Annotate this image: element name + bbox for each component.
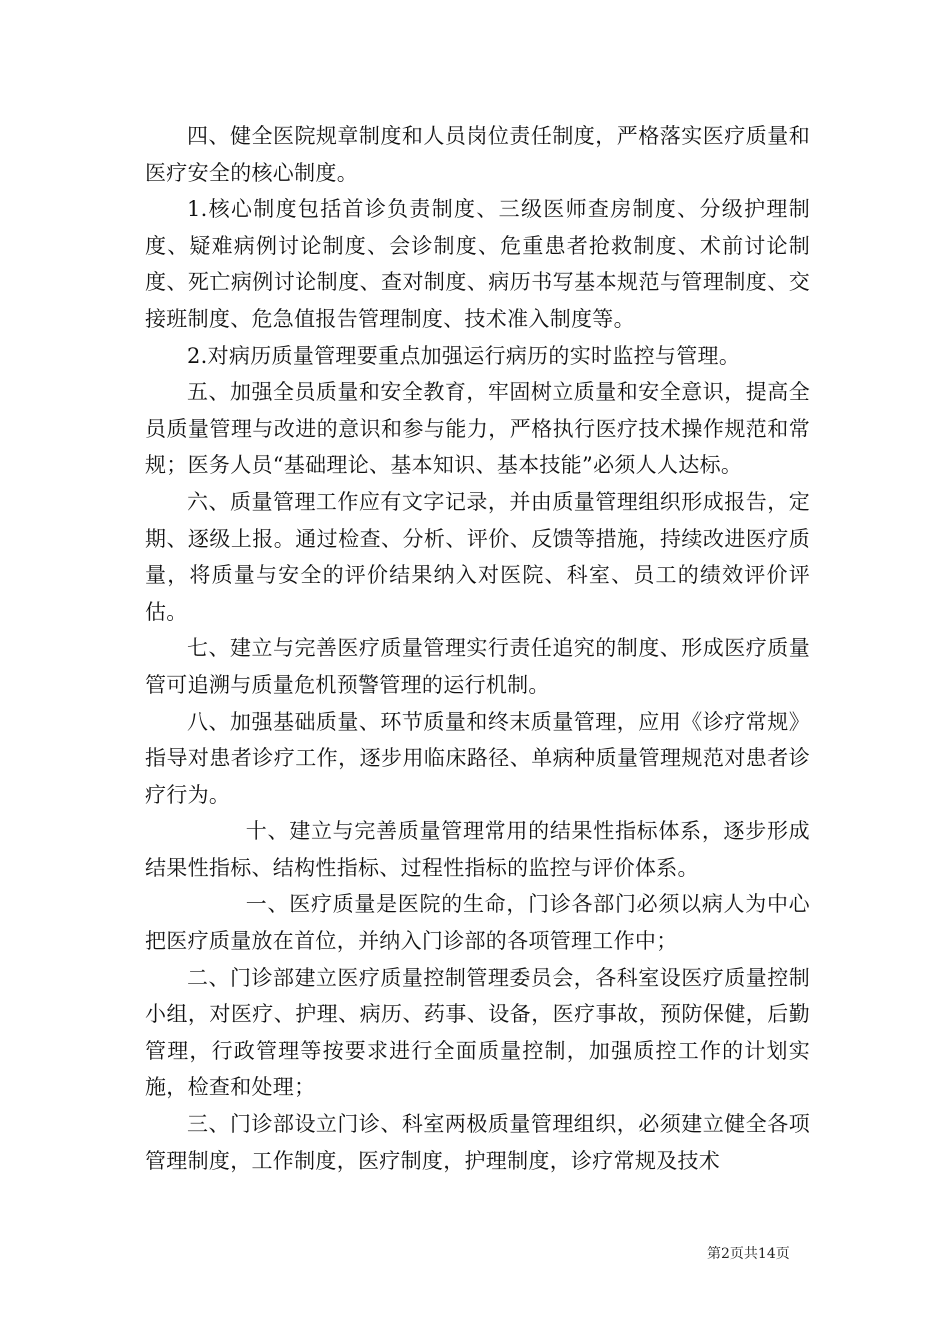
paragraph-6-records: 六、质量管理工作应有文字记录，并由质量管理组织形成报告，定期、逐级上报。通过检查、分析、评价、反馈等措施，持续改进医疗质量，将质量与安全的评价结果纳入对医院、科室、员工的绩效评价评估。 <box>145 489 810 624</box>
paragraph-10-indicators: 十、建立与完善质量管理常用的结果性指标体系，逐步形成结果性指标、结构性指标、过程性指标的监控与评价体系。 <box>145 819 810 880</box>
paragraph-7-accountability: 七、建立与完善医疗质量管理实行责任追究的制度、形成医疗质量管可追溯与质量危机预警管理的运行机制。 <box>145 636 810 697</box>
paragraph-5-education: 五、加强全员质量和安全教育，牢固树立质量和安全意识，提高全员质量管理与改进的意识和参与能力，严格执行医疗技术操作规范和常规；医务人员“基础理论、基本知识、基本技能”必须人人达标。 <box>145 380 810 478</box>
paragraph-2-committee: 二、门诊部建立医疗质量控制管理委员会，各科室设医疗质量控制小组，对医疗、护理、病历、药事、设备，医疗事故，预防保健，后勤管理，行政管理等按要求进行全面质量控制，加强质控工作的计划实施，检查和处理； <box>145 965 810 1100</box>
page-number: 第2页共14页 <box>707 1246 790 1262</box>
paragraph-8-quality-management: 八、加强基础质量、环节质量和终末质量管理，应用《诊疗常规》指导对患者诊疗工作，逐步用临床路径、单病种质量管理规范对患者诊疗行为。 <box>145 709 810 807</box>
document-body <box>145 118 810 1179</box>
paragraph-4-rules: 四、健全医院规章制度和人员岗位责任制度，严格落实医疗质量和医疗安全的核心制度。 <box>145 124 810 185</box>
paragraph-3-organization: 三、门诊部设立门诊、科室两极质量管理组织，必须建立健全各项管理制度，工作制度，医疗制度，护理制度，诊疗常规及技术 <box>145 1112 810 1173</box>
paragraph-1-outpatient-quality: 一、医疗质量是医院的生命，门诊各部门必须以病人为中心把医疗质量放在首位，并纳入门诊部的各项管理工作中； <box>145 892 810 954</box>
paragraph-medical-records: 2.对病历质量管理要重点加强运行病历的实时监控与管理。 <box>187 343 741 368</box>
paragraph-core-systems: 1.核心制度包括首诊负责制度、三级医师查房制度、分级护理制度、疑难病例讨论制度、会诊制度、危重患者抢救制度、术前讨论制度、死亡病例讨论制度、查对制度、病历书写基本规范与管理制度、交接班制度、危急值报告管理制度、技术准入制度等。 <box>145 197 810 331</box>
